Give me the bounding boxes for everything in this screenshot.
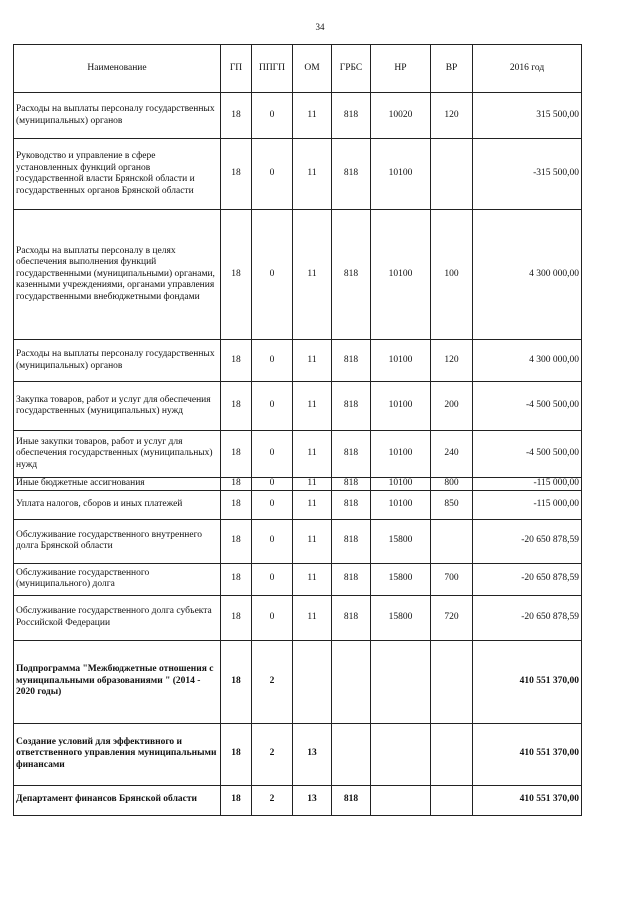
cell-om: 11 xyxy=(293,93,332,139)
cell-name: Обслуживание государственного внутреннего долга Брянской области xyxy=(14,519,221,563)
cell-vr xyxy=(431,139,473,210)
cell-ppgp: 2 xyxy=(252,640,293,723)
header-grbs: ГРБС xyxy=(332,45,371,93)
cell-gp: 18 xyxy=(221,431,252,478)
cell-ppgp: 0 xyxy=(252,563,293,595)
cell-amount: 410 551 370,00 xyxy=(473,723,582,785)
cell-ppgp: 0 xyxy=(252,93,293,139)
cell-name: Расходы на выплаты персоналу государственных (муниципальных) органов xyxy=(14,340,221,382)
cell-amount: 410 551 370,00 xyxy=(473,640,582,723)
cell-nr: 15800 xyxy=(371,519,431,563)
table-row xyxy=(14,139,582,210)
cell-gp: 18 xyxy=(221,595,252,640)
cell-amount: 4 300 000,00 xyxy=(473,340,582,382)
cell-name: Обслуживание государственного (муниципального) долга xyxy=(14,563,221,595)
header-name: Наименование xyxy=(14,45,221,93)
cell-om: 13 xyxy=(293,785,332,815)
table-row xyxy=(14,93,582,139)
cell-grbs: 818 xyxy=(332,478,371,491)
cell-gp: 18 xyxy=(221,519,252,563)
cell-name: Создание условий для эффективного и ответственного управления муниципальными финансами xyxy=(14,723,221,785)
cell-vr xyxy=(431,723,473,785)
cell-name: Обслуживание государственного долга субъекта Российской Федерации xyxy=(14,595,221,640)
cell-nr xyxy=(371,785,431,815)
cell-name: Руководство и управление в сфере установленных функций органов государственной власти Брянской области и государственных органов Брянской области xyxy=(14,139,221,210)
cell-nr: 10100 xyxy=(371,340,431,382)
cell-grbs: 818 xyxy=(332,519,371,563)
cell-gp: 18 xyxy=(221,93,252,139)
table-row xyxy=(14,785,582,815)
cell-grbs xyxy=(332,640,371,723)
cell-nr xyxy=(371,723,431,785)
table-row xyxy=(14,490,582,519)
cell-vr: 100 xyxy=(431,210,473,340)
table-row xyxy=(14,382,582,431)
cell-name: Расходы на выплаты персоналу государственных (муниципальных) органов xyxy=(14,93,221,139)
cell-om: 11 xyxy=(293,382,332,431)
cell-grbs: 818 xyxy=(332,139,371,210)
cell-grbs: 818 xyxy=(332,431,371,478)
cell-grbs: 818 xyxy=(332,93,371,139)
cell-amount: -20 650 878,59 xyxy=(473,595,582,640)
cell-name: Расходы на выплаты персоналу в целях обеспечения выполнения функций государственными (муниципальными) органами, казенными учреждениями, органами управления государственными внебюджетными фондами xyxy=(14,210,221,340)
table-row xyxy=(14,723,582,785)
cell-name: Иные бюджетные ассигнования xyxy=(14,478,221,491)
cell-nr: 15800 xyxy=(371,563,431,595)
cell-om: 11 xyxy=(293,478,332,491)
cell-gp: 18 xyxy=(221,139,252,210)
header-ppgp: ППГП xyxy=(252,45,293,93)
cell-amount: 410 551 370,00 xyxy=(473,785,582,815)
cell-nr xyxy=(371,640,431,723)
cell-grbs: 818 xyxy=(332,563,371,595)
cell-ppgp: 2 xyxy=(252,723,293,785)
cell-amount: -20 650 878,59 xyxy=(473,563,582,595)
cell-ppgp: 0 xyxy=(252,340,293,382)
table-row xyxy=(14,595,582,640)
cell-name: Закупка товаров, работ и услуг для обеспечения государственных (муниципальных) нужд xyxy=(14,382,221,431)
cell-vr: 240 xyxy=(431,431,473,478)
cell-grbs: 818 xyxy=(332,340,371,382)
cell-gp: 18 xyxy=(221,478,252,491)
cell-om: 11 xyxy=(293,340,332,382)
cell-vr: 800 xyxy=(431,478,473,491)
cell-amount: -4 500 500,00 xyxy=(473,431,582,478)
header-om: ОМ xyxy=(293,45,332,93)
header-vr: ВР xyxy=(431,45,473,93)
table-row xyxy=(14,210,582,340)
cell-om: 11 xyxy=(293,139,332,210)
cell-ppgp: 0 xyxy=(252,431,293,478)
cell-amount: -20 650 878,59 xyxy=(473,519,582,563)
cell-vr xyxy=(431,640,473,723)
cell-ppgp: 0 xyxy=(252,139,293,210)
cell-om: 11 xyxy=(293,431,332,478)
cell-vr xyxy=(431,785,473,815)
cell-ppgp: 2 xyxy=(252,785,293,815)
cell-name: Иные закупки товаров, работ и услуг для обеспечения государственных (муниципальных) нужд xyxy=(14,431,221,478)
cell-ppgp: 0 xyxy=(252,478,293,491)
cell-nr: 10100 xyxy=(371,139,431,210)
cell-grbs: 818 xyxy=(332,595,371,640)
cell-gp: 18 xyxy=(221,340,252,382)
table-row xyxy=(14,431,582,478)
cell-amount: 4 300 000,00 xyxy=(473,210,582,340)
cell-gp: 18 xyxy=(221,382,252,431)
cell-nr: 10100 xyxy=(371,478,431,491)
cell-ppgp: 0 xyxy=(252,210,293,340)
cell-om: 13 xyxy=(293,723,332,785)
cell-vr: 200 xyxy=(431,382,473,431)
cell-amount: -4 500 500,00 xyxy=(473,382,582,431)
table-row xyxy=(14,519,582,563)
cell-om xyxy=(293,640,332,723)
cell-amount: 315 500,00 xyxy=(473,93,582,139)
cell-vr: 700 xyxy=(431,563,473,595)
cell-name: Уплата налогов, сборов и иных платежей xyxy=(14,490,221,519)
cell-gp: 18 xyxy=(221,210,252,340)
table-row xyxy=(14,563,582,595)
header-nr: НР xyxy=(371,45,431,93)
header-gp: ГП xyxy=(221,45,252,93)
cell-nr: 10100 xyxy=(371,210,431,340)
cell-om: 11 xyxy=(293,563,332,595)
cell-vr: 720 xyxy=(431,595,473,640)
cell-nr: 10100 xyxy=(371,431,431,478)
cell-gp: 18 xyxy=(221,723,252,785)
cell-gp: 18 xyxy=(221,563,252,595)
cell-grbs: 818 xyxy=(332,785,371,815)
table-row xyxy=(14,340,582,382)
cell-grbs: 818 xyxy=(332,490,371,519)
cell-ppgp: 0 xyxy=(252,519,293,563)
cell-vr: 850 xyxy=(431,490,473,519)
cell-grbs: 818 xyxy=(332,382,371,431)
cell-ppgp: 0 xyxy=(252,595,293,640)
cell-name: Департамент финансов Брянской области xyxy=(14,785,221,815)
cell-nr: 10100 xyxy=(371,490,431,519)
cell-om: 11 xyxy=(293,519,332,563)
header-row xyxy=(14,45,582,93)
cell-grbs xyxy=(332,723,371,785)
budget-table xyxy=(13,44,582,816)
cell-nr: 10100 xyxy=(371,382,431,431)
cell-grbs: 818 xyxy=(332,210,371,340)
cell-amount: -315 500,00 xyxy=(473,139,582,210)
header-amount: 2016 год xyxy=(473,45,582,93)
cell-om: 11 xyxy=(293,210,332,340)
cell-amount: -115 000,00 xyxy=(473,490,582,519)
cell-nr: 15800 xyxy=(371,595,431,640)
cell-gp: 18 xyxy=(221,640,252,723)
cell-gp: 18 xyxy=(221,490,252,519)
cell-vr xyxy=(431,519,473,563)
cell-amount: -115 000,00 xyxy=(473,478,582,491)
cell-gp: 18 xyxy=(221,785,252,815)
cell-vr: 120 xyxy=(431,93,473,139)
cell-ppgp: 0 xyxy=(252,382,293,431)
table-row xyxy=(14,640,582,723)
cell-ppgp: 0 xyxy=(252,490,293,519)
cell-nr: 10020 xyxy=(371,93,431,139)
table-row xyxy=(14,478,582,491)
cell-vr: 120 xyxy=(431,340,473,382)
page-number: 34 xyxy=(315,22,325,32)
cell-name: Подпрограмма "Межбюджетные отношения с муниципальными образованиями " (2014 - 2020 годы) xyxy=(14,640,221,723)
cell-om: 11 xyxy=(293,490,332,519)
cell-om: 11 xyxy=(293,595,332,640)
